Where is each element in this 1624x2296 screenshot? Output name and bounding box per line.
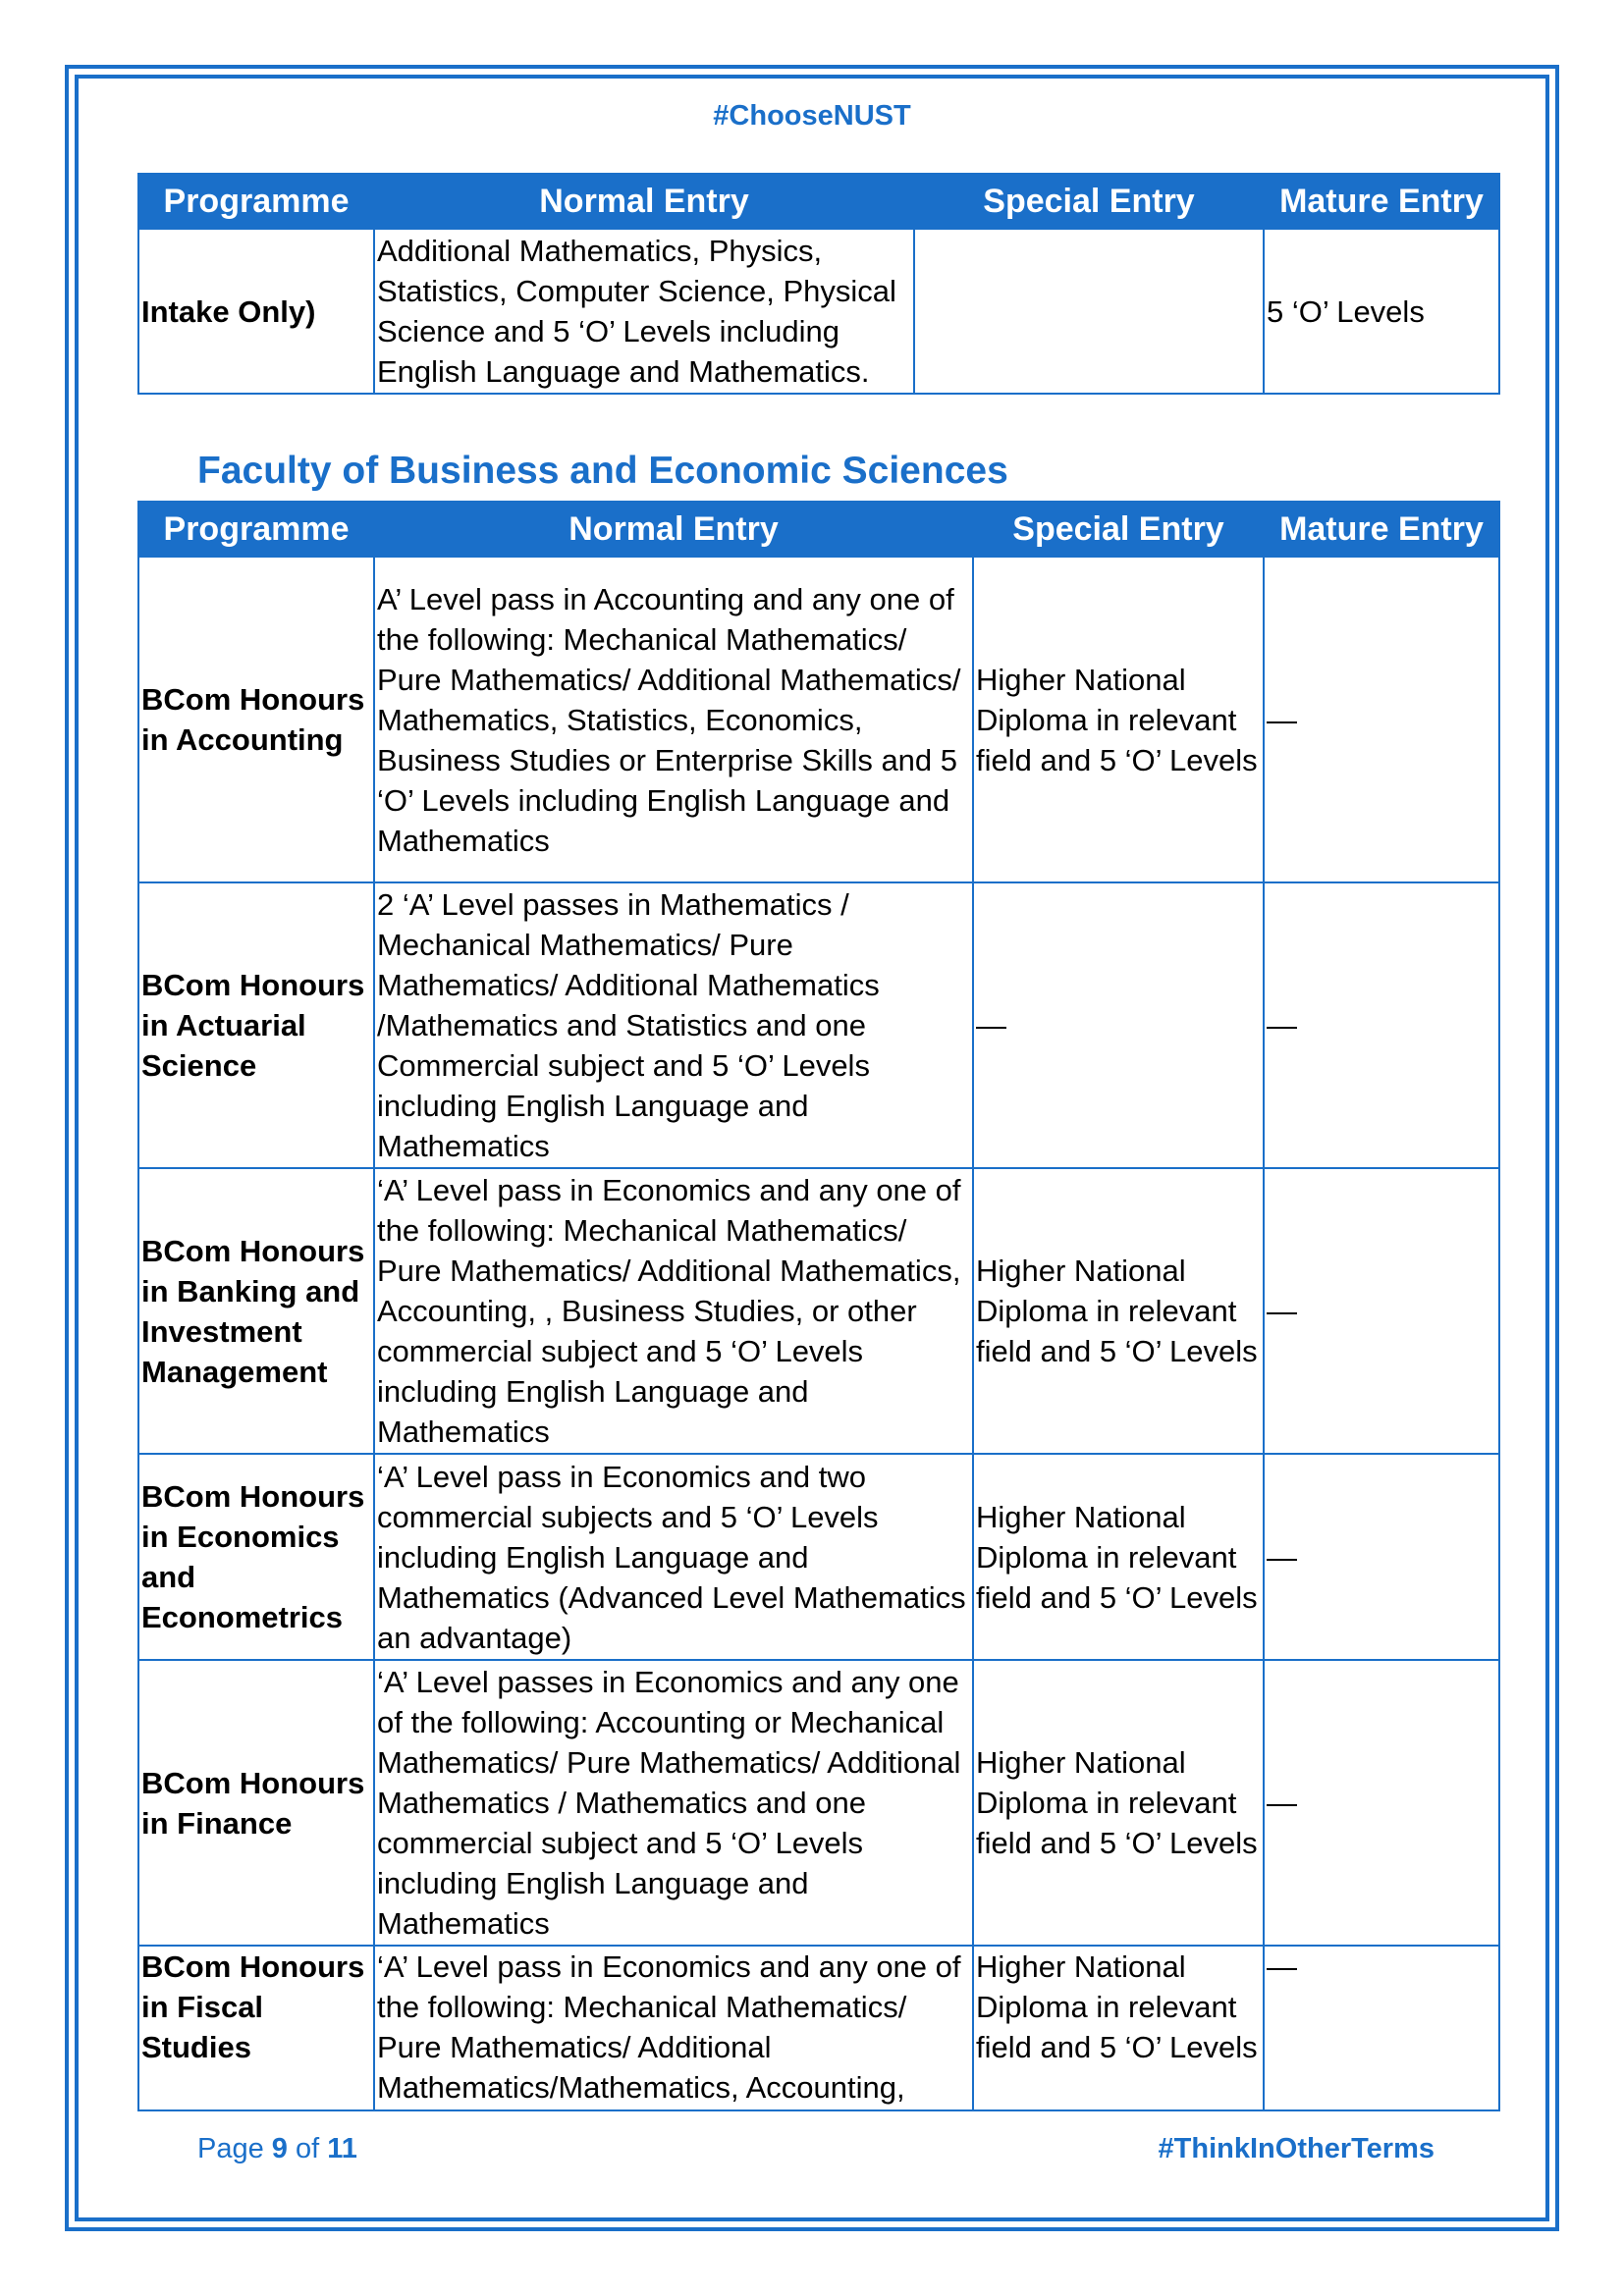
special-entry-cell: — — [973, 882, 1264, 1168]
mature-entry-cell: — — [1264, 1454, 1499, 1660]
entry-table-continued — [137, 173, 1500, 395]
programme-cell: BCom Honours in Accounting — [138, 557, 374, 882]
normal-entry-cell: 2 ‘A’ Level passes in Mathematics / Mechanical Mathematics/ Pure Mathematics/ Additional Mathematics /Mathematics and Statistics and one Commercial subject and 5 ‘O’ Levels including English Language and Mathematics — [374, 882, 973, 1168]
page-indicator — [197, 2133, 357, 2165]
special-entry-cell: Higher National Diploma in relevant field and 5 ‘O’ Levels — [973, 557, 1264, 882]
special-entry-cell: Higher National Diploma in relevant field and 5 ‘O’ Levels — [973, 1168, 1264, 1454]
special-entry-cell: Higher National Diploma in relevant field and 5 ‘O’ Levels — [973, 1946, 1264, 2110]
programme-cell: BCom Honours in Fiscal Studies — [138, 1946, 374, 2110]
page-prefix: Page — [197, 2133, 264, 2164]
page-current: 9 — [271, 2133, 288, 2164]
mature-entry-cell: — — [1264, 557, 1499, 882]
table-row — [138, 229, 1499, 394]
table-row — [138, 1946, 1499, 2110]
programme-cell: Intake Only) — [138, 229, 374, 394]
special-entry-cell — [914, 229, 1264, 394]
special-entry-cell: Higher National Diploma in relevant field and 5 ‘O’ Levels — [973, 1454, 1264, 1660]
normal-entry-cell: ‘A’ Level passes in Economics and any one of the following: Accounting or Mechanical Mathematics/ Pure Mathematics/ Additional Mathematics / Mathematics and one commercial subject and 5 ‘O’ Levels including English Language and Mathematics — [374, 1660, 973, 1946]
normal-entry-cell: A’ Level pass in Accounting and any one of the following: Mechanical Mathematics/ Pure Mathematics/ Additional Mathematics/ Mathematics, Statistics, Economics, Business Studies or Enterprise Skills and 5 ‘O’ Levels including English Language and Mathematics — [374, 557, 973, 882]
table-row — [138, 1454, 1499, 1660]
programme-cell: BCom Honours in Banking and Investment Management — [138, 1168, 374, 1454]
programme-cell: BCom Honours in Actuarial Science — [138, 882, 374, 1168]
footer-hashtag: #ThinkInOtherTerms — [1158, 2133, 1435, 2164]
table-row — [138, 557, 1499, 882]
col-header-normal-entry: Normal Entry — [374, 502, 973, 557]
business-faculty-table — [137, 501, 1500, 2111]
col-header-normal-entry: Normal Entry — [374, 174, 914, 229]
col-header-mature-entry: Mature Entry — [1264, 502, 1499, 557]
normal-entry-cell: ‘A’ Level pass in Economics and two commercial subjects and 5 ‘O’ Levels including English Language and Mathematics (Advanced Level Mathematics an advantage) — [374, 1454, 973, 1660]
col-header-mature-entry: Mature Entry — [1264, 174, 1499, 229]
programme-cell: BCom Honours in Economics and Econometrics — [138, 1454, 374, 1660]
section-title: Faculty of Business and Economic Sciences — [197, 450, 1008, 492]
normal-entry-cell: Additional Mathematics, Physics, Statistics, Computer Science, Physical Science and 5 ‘O’ Levels including English Language and Mathematics. — [374, 229, 914, 394]
table-row — [138, 1168, 1499, 1454]
header-hashtag: #ChooseNUST — [713, 100, 911, 132]
table-row — [138, 882, 1499, 1168]
page-total: 11 — [327, 2133, 357, 2164]
mature-entry-cell: — — [1264, 1168, 1499, 1454]
mature-entry-cell: — — [1264, 882, 1499, 1168]
col-header-special-entry: Special Entry — [973, 502, 1264, 557]
col-header-programme: Programme — [138, 502, 374, 557]
page-of: of — [296, 2133, 320, 2164]
mature-entry-cell: 5 ‘O’ Levels — [1264, 229, 1499, 394]
table-row — [138, 1660, 1499, 1946]
normal-entry-cell: ‘A’ Level pass in Economics and any one of the following: Mechanical Mathematics/ Pure Mathematics/ Additional Mathematics/Mathematics, Accounting, — [374, 1946, 973, 2110]
programme-cell: BCom Honours in Finance — [138, 1660, 374, 1946]
col-header-programme: Programme — [138, 174, 374, 229]
mature-entry-cell: — — [1264, 1660, 1499, 1946]
special-entry-cell: Higher National Diploma in relevant field and 5 ‘O’ Levels — [973, 1660, 1264, 1946]
col-header-special-entry: Special Entry — [914, 174, 1264, 229]
mature-entry-cell: — — [1264, 1946, 1499, 2110]
normal-entry-cell: ‘A’ Level pass in Economics and any one of the following: Mechanical Mathematics/ Pure Mathematics/ Additional Mathematics, Accounting, , Business Studies, or other commercial subject and 5 ‘O’ Levels including English Language and Mathematics — [374, 1168, 973, 1454]
